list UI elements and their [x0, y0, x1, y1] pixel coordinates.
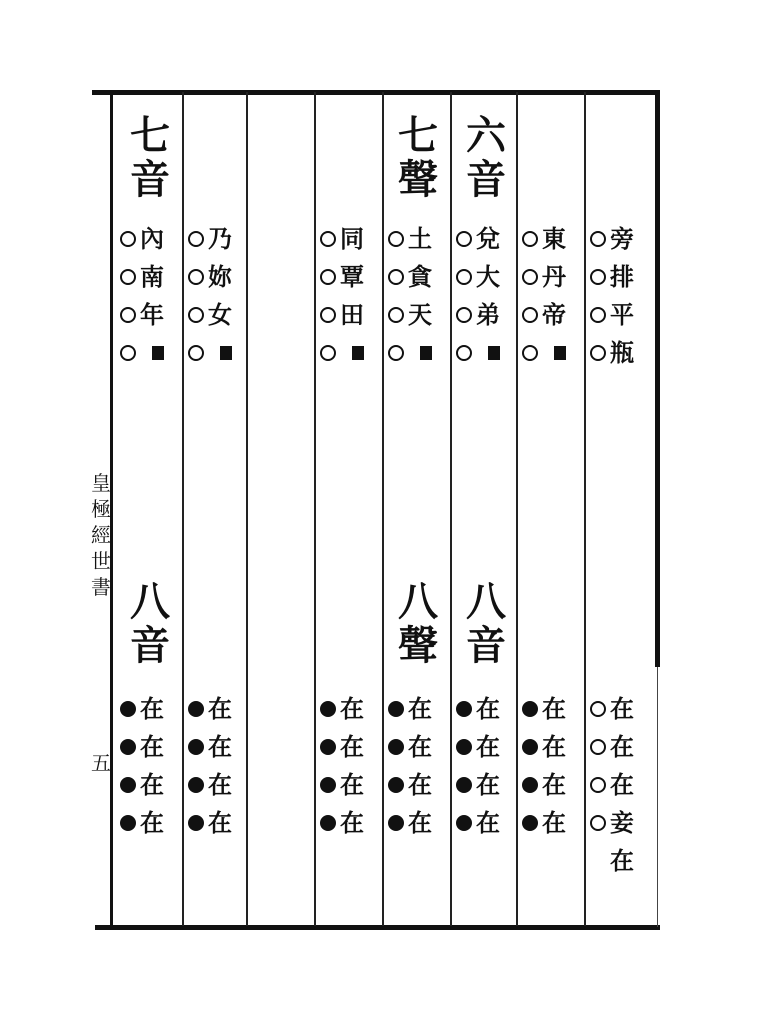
entry-char: 排: [610, 262, 634, 291]
entry-char: 在: [140, 732, 164, 761]
entry-char: 在: [542, 770, 566, 799]
open-circle-mark: [590, 815, 606, 831]
entry-char: 旁: [610, 224, 634, 253]
open-circle-mark: [522, 231, 538, 247]
entry-row: [120, 258, 182, 296]
filled-circle-mark: [456, 739, 472, 755]
filled-circle-mark: [388, 815, 404, 831]
entry-char: 平: [610, 300, 634, 329]
entry-char: 在: [610, 732, 634, 761]
margin-char: 皇: [91, 471, 111, 495]
heading-char: 七: [398, 112, 438, 159]
entry-row: [522, 690, 584, 728]
entry-row: [456, 334, 518, 372]
open-circle-mark: [590, 269, 606, 285]
entry-row: [522, 258, 584, 296]
entry-row: [590, 690, 652, 728]
lower-entries: [456, 690, 518, 842]
open-circle-mark: [456, 231, 472, 247]
entry-char: 南: [140, 262, 164, 291]
entry-char: 在: [140, 770, 164, 799]
margin-char: 世: [91, 549, 111, 573]
entry-row: [388, 220, 450, 258]
open-circle-mark: [320, 307, 336, 323]
lower-entries: [120, 690, 182, 842]
entry-char: 在: [610, 770, 634, 799]
entry-row: [456, 766, 518, 804]
entry-char: 兌: [476, 224, 500, 253]
entry-char: 在: [476, 732, 500, 761]
entry-char: 丹: [542, 262, 566, 291]
filled-circle-mark: [320, 739, 336, 755]
entry-char: 在: [476, 770, 500, 799]
heading-char: 音: [130, 156, 170, 203]
open-circle-mark: [522, 345, 538, 361]
entry-char: 大: [476, 262, 500, 291]
filled-circle-mark: [120, 815, 136, 831]
margin-char: 經: [91, 523, 111, 547]
black-square-mark: [420, 346, 432, 360]
entry-char: 在: [610, 694, 634, 723]
entry-row: [320, 766, 382, 804]
upper-entries: [522, 220, 584, 372]
entry-char: 貪: [408, 262, 432, 291]
entry-row: [120, 220, 182, 258]
entry-row: [120, 296, 182, 334]
text-column: [386, 100, 450, 920]
heading-char: 聲: [398, 622, 438, 669]
entry-row: [120, 690, 182, 728]
entry-char: 在: [408, 694, 432, 723]
filled-circle-mark: [188, 777, 204, 793]
entry-row: [388, 334, 450, 372]
heading-char: 八: [398, 578, 438, 625]
filled-circle-mark: [188, 815, 204, 831]
open-circle-mark: [388, 307, 404, 323]
entry-row: [188, 220, 250, 258]
open-circle-mark: [590, 307, 606, 323]
entry-char: 在: [610, 846, 634, 875]
open-circle-mark: [320, 345, 336, 361]
open-circle-mark: [456, 307, 472, 323]
column-heading-lower: [122, 580, 178, 668]
filled-circle-mark: [522, 739, 538, 755]
text-column: [118, 100, 182, 920]
filled-circle-mark: [456, 815, 472, 831]
entry-row: [590, 258, 652, 296]
entry-row: [120, 334, 182, 372]
entry-char: 妳: [208, 262, 232, 291]
filled-circle-mark: [456, 701, 472, 717]
entry-char: 在: [408, 732, 432, 761]
entry-row: [188, 296, 250, 334]
lower-entries: [188, 690, 250, 842]
entry-row: [388, 296, 450, 334]
heading-char: 八: [130, 578, 170, 625]
text-column: [520, 100, 584, 920]
entry-row: [188, 334, 250, 372]
open-circle-mark: [522, 269, 538, 285]
entry-char: 弟: [476, 300, 500, 329]
column-heading-lower: [390, 580, 446, 668]
black-square-mark: [488, 346, 500, 360]
open-circle-mark: [388, 345, 404, 361]
open-circle-mark: [388, 269, 404, 285]
entry-row: [522, 220, 584, 258]
entry-char: 在: [542, 694, 566, 723]
lower-entries: [388, 690, 450, 842]
entry-row: [522, 334, 584, 372]
entry-row: [188, 258, 250, 296]
entry-row: [456, 220, 518, 258]
open-circle-mark: [522, 307, 538, 323]
entry-char: 在: [340, 770, 364, 799]
entry-row: [522, 728, 584, 766]
black-square-mark: [352, 346, 364, 360]
black-square-mark: [554, 346, 566, 360]
open-circle-mark: [590, 739, 606, 755]
entry-row: [522, 766, 584, 804]
entry-row: [590, 220, 652, 258]
filled-circle-mark: [188, 701, 204, 717]
column-rule: [584, 92, 586, 926]
entry-char: 在: [340, 732, 364, 761]
upper-entries: [320, 220, 382, 372]
entry-char: 田: [340, 300, 364, 329]
filled-circle-mark: [320, 815, 336, 831]
open-circle-mark: [188, 231, 204, 247]
entry-row: [388, 258, 450, 296]
filled-circle-mark: [388, 777, 404, 793]
text-column: [250, 100, 314, 920]
entry-row: [188, 804, 250, 842]
entry-row: [590, 728, 652, 766]
entry-row: [188, 690, 250, 728]
filled-circle-mark: [388, 739, 404, 755]
open-circle-mark: [456, 345, 472, 361]
column-heading: [390, 114, 446, 202]
entry-row: [590, 296, 652, 334]
open-circle-mark: [120, 269, 136, 285]
column-rule: [382, 92, 384, 926]
filled-circle-mark: [456, 777, 472, 793]
entry-row: [388, 728, 450, 766]
entry-row: [320, 334, 382, 372]
entry-char: 瓶: [610, 338, 634, 367]
entry-char: 在: [208, 770, 232, 799]
entry-char: 天: [408, 300, 432, 329]
entry-row: [120, 804, 182, 842]
upper-entries: [456, 220, 518, 372]
entry-char: 女: [208, 300, 232, 329]
open-circle-mark: [188, 345, 204, 361]
entry-row: [320, 690, 382, 728]
entry-char: 乃: [208, 224, 232, 253]
open-circle-mark: [590, 345, 606, 361]
open-circle-mark: [590, 231, 606, 247]
filled-circle-mark: [320, 777, 336, 793]
entry-char: 在: [408, 808, 432, 837]
heading-char: 八: [466, 578, 506, 625]
text-column: [454, 100, 518, 920]
open-circle-mark: [120, 231, 136, 247]
text-column: [588, 100, 652, 920]
open-circle-mark: [188, 269, 204, 285]
entry-row: [522, 296, 584, 334]
column-heading-lower: [458, 580, 514, 668]
blank-mark: [590, 853, 606, 869]
entry-row: [590, 842, 652, 880]
folio-char: 五: [91, 751, 111, 775]
entry-char: 在: [476, 808, 500, 837]
entry-row: [320, 804, 382, 842]
black-square-mark: [220, 346, 232, 360]
right-border: [655, 92, 660, 667]
lower-entries: [590, 690, 652, 880]
entry-char: 在: [208, 732, 232, 761]
entry-char: 在: [542, 732, 566, 761]
entry-char: 在: [408, 770, 432, 799]
heading-char: 音: [130, 622, 170, 669]
entry-row: [320, 220, 382, 258]
bottom-border: [95, 925, 660, 930]
margin-title: [86, 470, 116, 600]
column-rule: [182, 92, 184, 926]
filled-circle-mark: [388, 701, 404, 717]
entry-row: [320, 728, 382, 766]
column-rule: [450, 92, 452, 926]
entry-row: [456, 804, 518, 842]
entry-row: [590, 804, 652, 842]
column-heading: [458, 114, 514, 202]
heading-char: 聲: [398, 156, 438, 203]
entry-char: 妾: [610, 808, 634, 837]
filled-circle-mark: [522, 701, 538, 717]
entry-char: 土: [408, 224, 432, 253]
open-circle-mark: [120, 307, 136, 323]
heading-char: 音: [466, 622, 506, 669]
text-column: [186, 100, 250, 920]
entry-char: 在: [208, 694, 232, 723]
filled-circle-mark: [522, 777, 538, 793]
filled-circle-mark: [120, 777, 136, 793]
entry-char: 在: [208, 808, 232, 837]
upper-entries: [388, 220, 450, 372]
entry-char: 在: [476, 694, 500, 723]
open-circle-mark: [590, 701, 606, 717]
entry-row: [522, 804, 584, 842]
open-circle-mark: [456, 269, 472, 285]
filled-circle-mark: [320, 701, 336, 717]
entry-row: [388, 766, 450, 804]
entry-row: [188, 766, 250, 804]
entry-char: 東: [542, 224, 566, 253]
entry-char: 帝: [542, 300, 566, 329]
open-circle-mark: [120, 345, 136, 361]
entry-char: 內: [140, 224, 164, 253]
open-circle-mark: [388, 231, 404, 247]
folio-number: [86, 750, 116, 776]
filled-circle-mark: [188, 739, 204, 755]
entry-row: [456, 258, 518, 296]
entry-row: [320, 258, 382, 296]
top-border: [92, 90, 660, 95]
entry-char: 在: [340, 808, 364, 837]
entry-char: 在: [340, 694, 364, 723]
margin-char: 極: [91, 497, 111, 521]
upper-entries: [120, 220, 182, 372]
entry-row: [388, 804, 450, 842]
filled-circle-mark: [120, 701, 136, 717]
margin-char: 書: [91, 575, 111, 599]
column-rule: [314, 92, 316, 926]
entry-row: [188, 728, 250, 766]
text-column: [318, 100, 382, 920]
upper-entries: [590, 220, 652, 372]
heading-char: 音: [466, 156, 506, 203]
open-circle-mark: [320, 269, 336, 285]
entry-row: [120, 766, 182, 804]
right-border-thin: [657, 667, 658, 927]
entry-row: [590, 334, 652, 372]
entry-char: 在: [140, 694, 164, 723]
entry-char: 覃: [340, 262, 364, 291]
column-heading: [122, 114, 178, 202]
lower-entries: [320, 690, 382, 842]
entry-char: 年: [140, 300, 164, 329]
black-square-mark: [152, 346, 164, 360]
entry-char: 在: [140, 808, 164, 837]
entry-row: [456, 690, 518, 728]
entry-row: [456, 296, 518, 334]
entry-row: [456, 728, 518, 766]
entry-row: [320, 296, 382, 334]
entry-row: [120, 728, 182, 766]
open-circle-mark: [188, 307, 204, 323]
upper-entries: [188, 220, 250, 372]
heading-char: 七: [130, 112, 170, 159]
lower-entries: [522, 690, 584, 842]
entry-char: 在: [542, 808, 566, 837]
entry-char: 同: [340, 224, 364, 253]
open-circle-mark: [320, 231, 336, 247]
entry-row: [388, 690, 450, 728]
heading-char: 六: [466, 112, 506, 159]
entry-row: [590, 766, 652, 804]
filled-circle-mark: [522, 815, 538, 831]
open-circle-mark: [590, 777, 606, 793]
filled-circle-mark: [120, 739, 136, 755]
